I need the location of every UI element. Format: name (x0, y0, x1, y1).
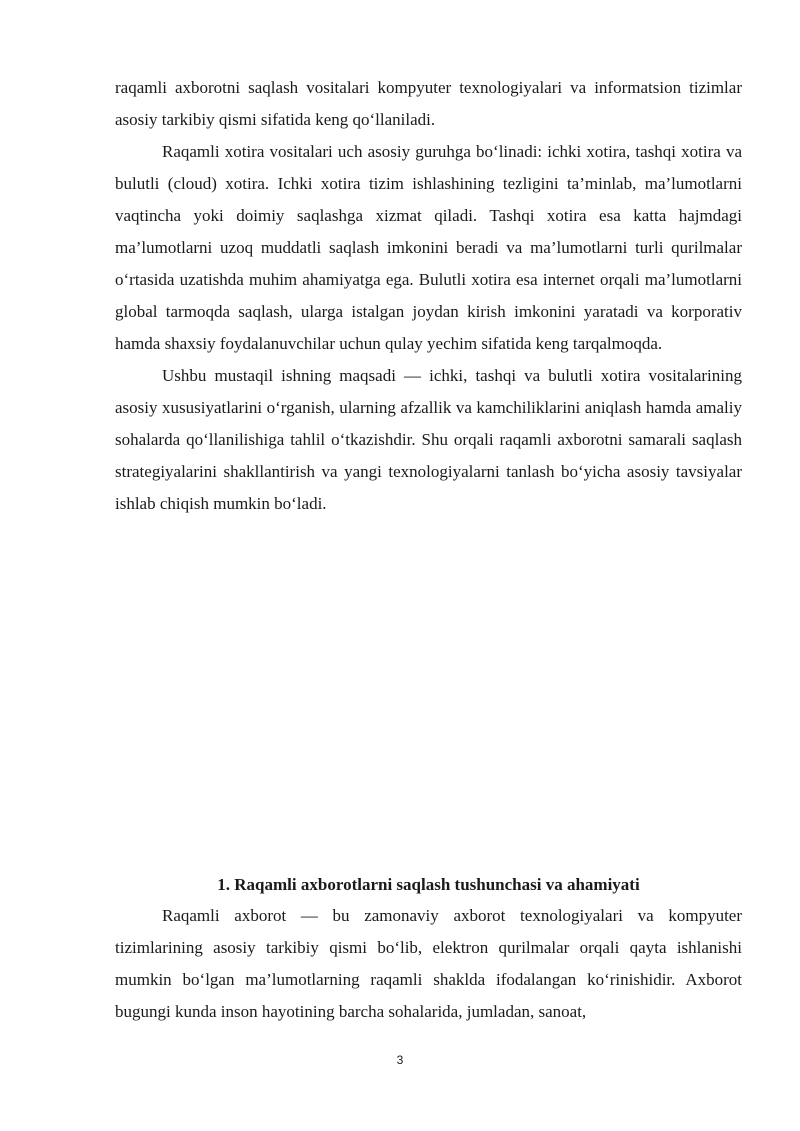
paragraph-continuation: raqamli axborotni saqlash vositalari kompyuter texnologiyalari va informatsion tizimlar asosiy tarkibiy qismi sifatida keng qo‘llaniladi. (115, 78, 742, 129)
section-text-block (115, 900, 742, 1028)
page-number: 3 (396, 1053, 404, 1067)
paragraph-work-goal: Ushbu mustaqil ishning maqsadi — ichki, tashqi va bulutli xotira vositalarining asosiy xususiyatlarini o‘rganish, ularning afzallik va kamchiliklarini aniqlash hamda amaliy sohalarda qo‘llanilishiga tahlil o‘tkazishdir. Shu orqali raqamli axborotni samarali saqlash strategiyalarini shakllantirish va yangi texnologiyalarni tanlash bo‘yicha asosiy tavsiyalar ishlab chiqish mumkin bo‘ladi. (115, 366, 742, 513)
section-heading: 1. Raqamli axborotlarni saqlash tushunchasi va ahamiyati (217, 875, 640, 894)
intro-text-block (115, 72, 742, 520)
paragraph-memory-types: Raqamli xotira vositalari uch asosiy guruhga bo‘linadi: ichki xotira, tashqi xotira va bulutli (cloud) xotira. Ichki xotira tizim ishlashining tezligini ta’minlab, ma’lumotlarni vaqtincha yoki doimiy saqlashga xizmat qiladi. Tashqi xotira esa katta hajmdagi ma’lumotlarni uzoq muddatli saqlash imkonini beradi va ma’lumotlarni turli qurilmalar o‘rtasida uzatishda muhim ahamiyatga ega. Bulutli xotira esa internet orqali ma’lumotlarni global tarmoqda saqlash, ularga istalgan joydan kirish imkonini yaratadi va korporativ hamda shaxsiy foydalanuvchilar uchun qulay yechim sifatida keng tarqalmoqda. (115, 142, 742, 353)
paragraph-digital-info: Raqamli axborot — bu zamonaviy axborot texnologiyalari va kompyuter tizimlarining asosiy tarkibiy qismi bo‘lib, elektron qurilmalar orqali qayta ishlanishi mumkin bo‘lgan ma’lumotlarning raqamli shaklda ifodalangan ko‘rinishidir. Axborot bugungi kunda inson hayotining barcha sohalarida, jumladan, sanoat, (115, 906, 742, 1021)
